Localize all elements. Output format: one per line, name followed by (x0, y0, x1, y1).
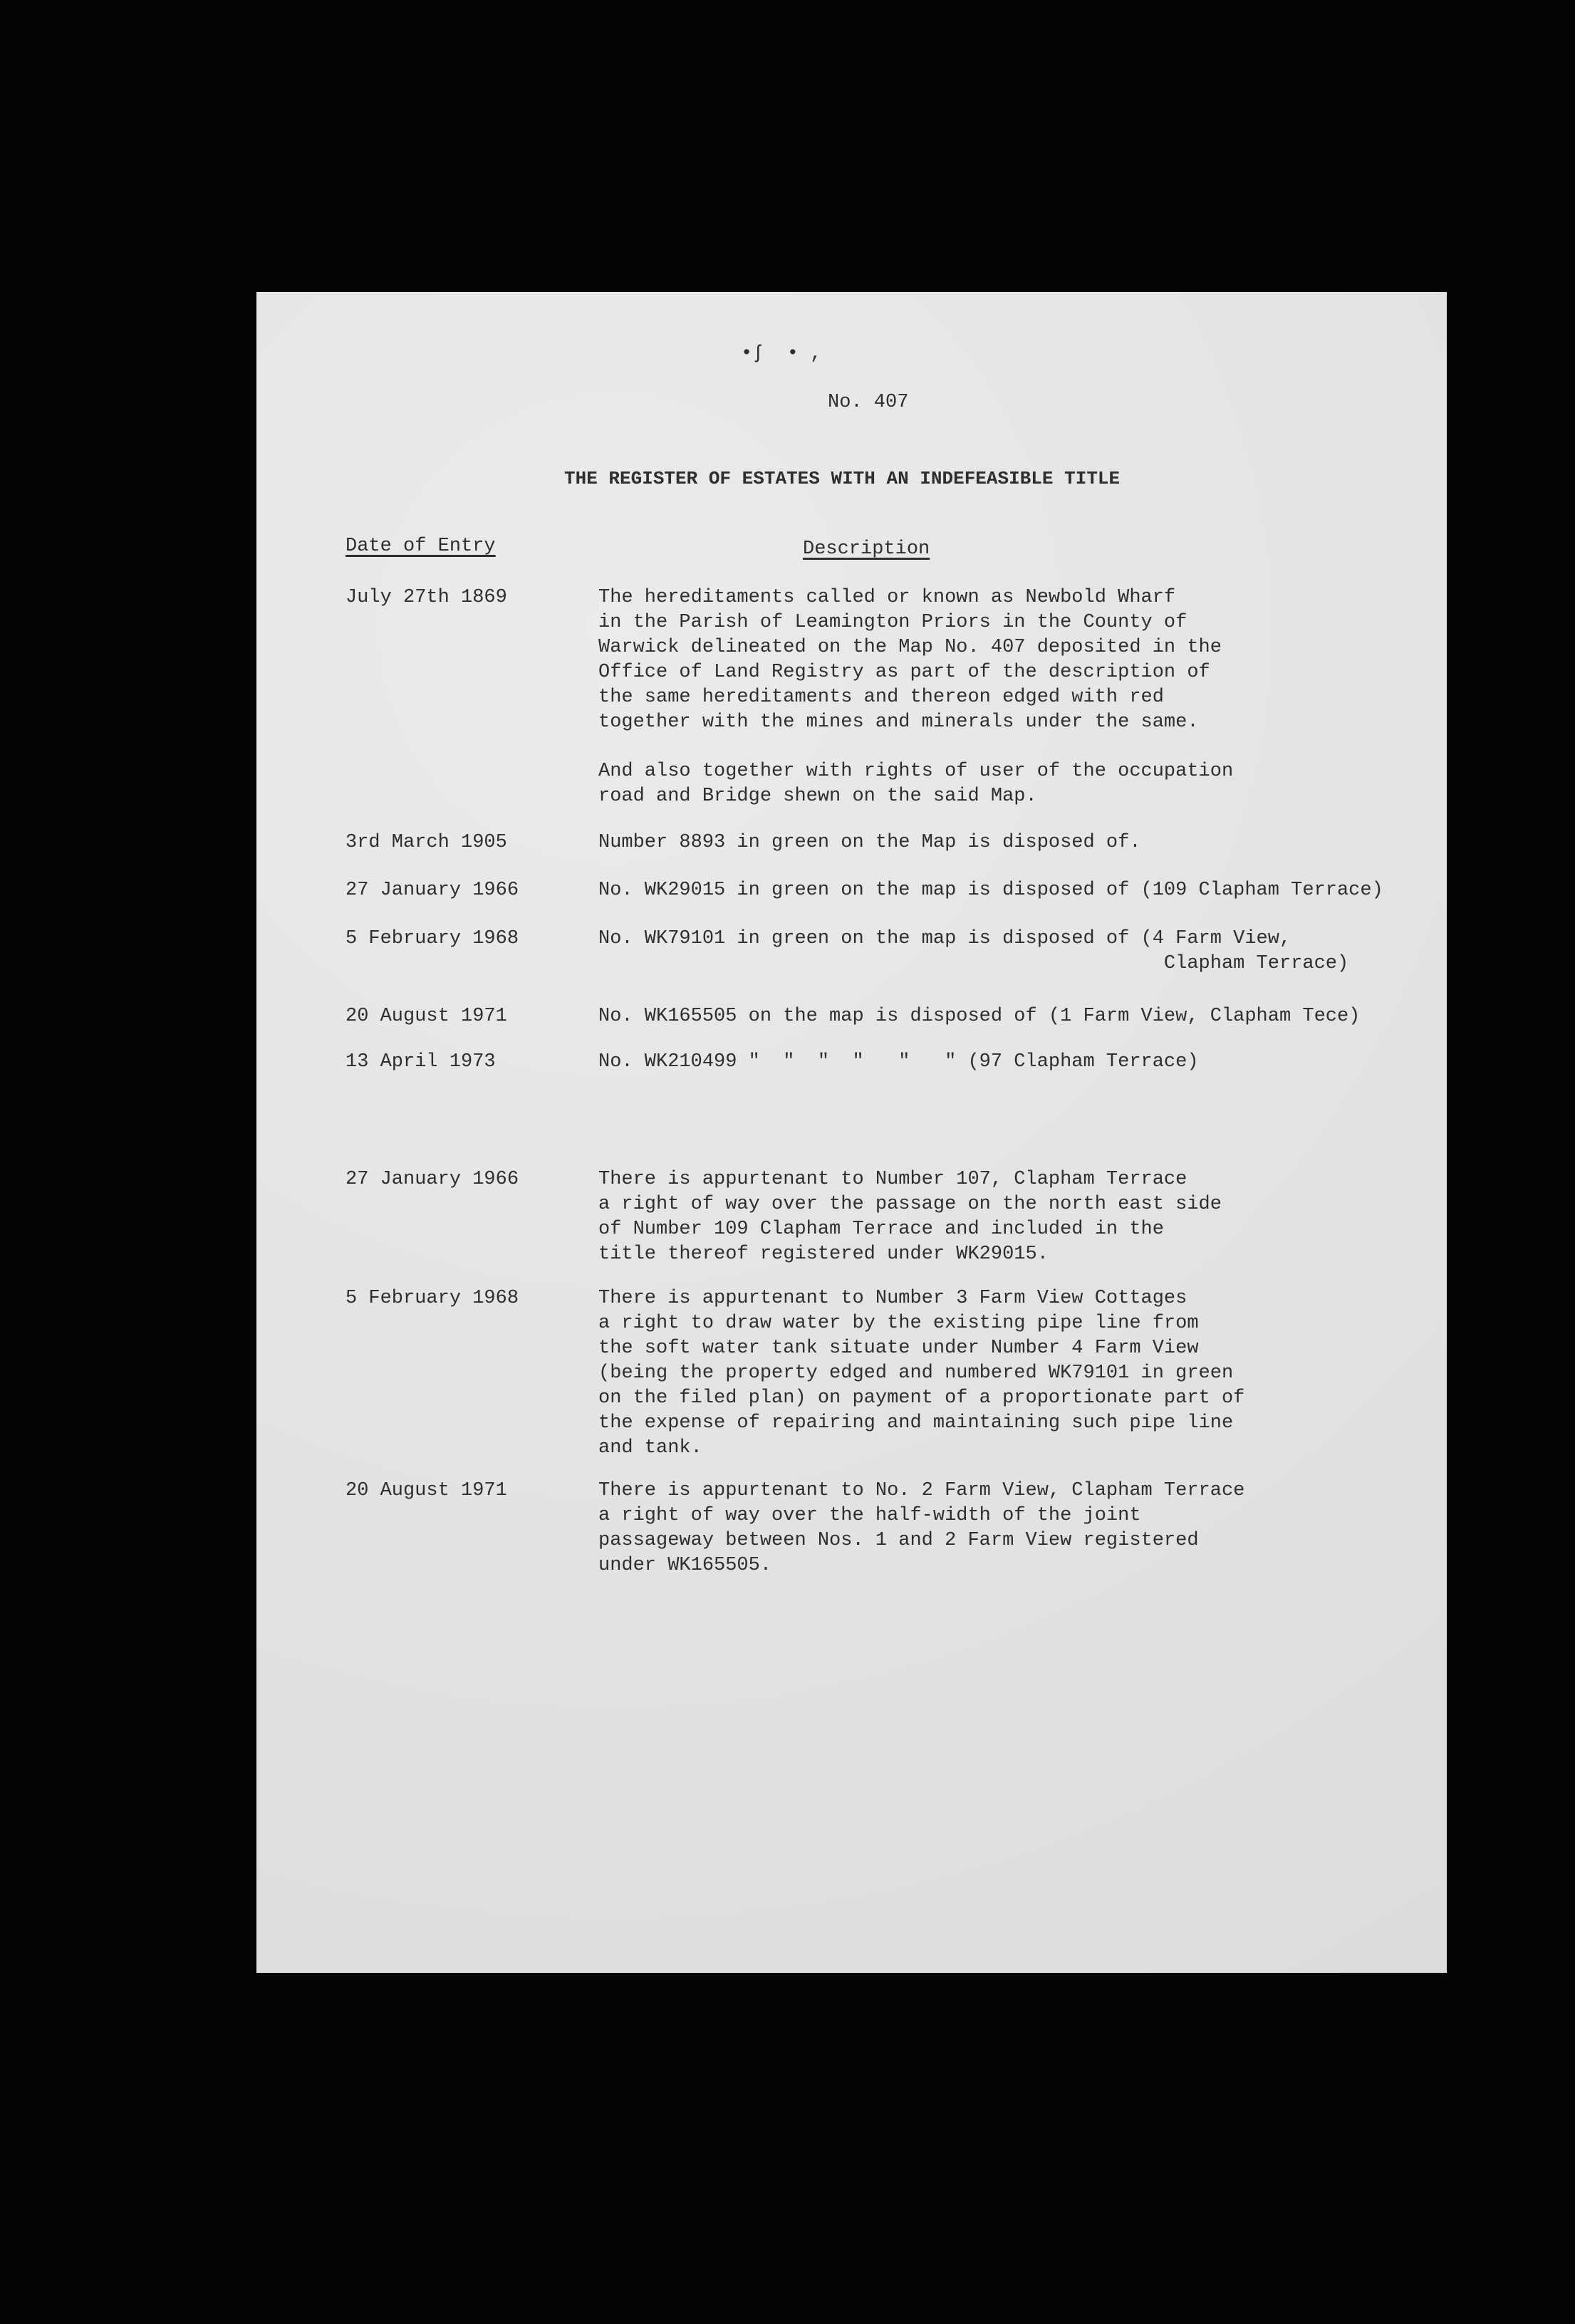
description-line: No. WK29015 in green on the map is disposed of (109 Clapham Terrace) (598, 880, 1383, 901)
description-line: the expense of repairing and maintaining such pipe line (598, 1412, 1234, 1434)
description-line: the soft water tank situate under Number 4 Farm View (598, 1338, 1199, 1359)
entry-date: 3rd March 1905 (345, 832, 507, 853)
description-line: and tank. (598, 1437, 702, 1459)
entry-description (598, 1004, 1360, 1029)
entry-date: 20 August 1971 (345, 1480, 507, 1501)
entry-description (598, 1050, 1199, 1075)
description-line: Warwick delineated on the Map No. 407 deposited in the (598, 637, 1222, 658)
description-line: title thereof registered under WK29015. (598, 1244, 1049, 1265)
description-line: There is appurtenant to Number 107, Clapham Terrace (598, 1169, 1187, 1190)
column-header-description: Description (803, 538, 930, 560)
entry-description (598, 1286, 1244, 1461)
entry-date: 20 August 1971 (345, 1006, 507, 1027)
page-marks: •ʃ • , (741, 343, 822, 365)
entry-description (598, 927, 1348, 976)
entry-date: July 27th 1869 (345, 587, 507, 608)
description-line: the same hereditaments and thereon edged with red (598, 687, 1164, 708)
description-line: a right of way over the half-width of the joint (598, 1505, 1141, 1526)
description-line: passageway between Nos. 1 and 2 Farm View registered (598, 1530, 1199, 1551)
description-line: of Number 109 Clapham Terrace and included in the (598, 1219, 1164, 1240)
description-line: Office of Land Registry as part of the description of (598, 662, 1210, 683)
description-line: No. WK210499 " " " " " " (97 Clapham Terrace) (598, 1051, 1199, 1073)
description-line: a right to draw water by the existing pipe line from (598, 1313, 1199, 1334)
entry-date: 13 April 1973 (345, 1051, 496, 1073)
description-line: There is appurtenant to Number 3 Farm View Cottages (598, 1288, 1187, 1309)
description-line: on the filed plan) on payment of a proportionate part of (598, 1387, 1245, 1409)
entry-description (598, 1479, 1244, 1578)
description-line: The hereditaments called or known as Newbold Wharf (598, 587, 1176, 608)
description-line: Clapham Terrace) (598, 953, 1349, 974)
description-line: in the Parish of Leamington Priors in the County of (598, 612, 1187, 633)
entry-description (598, 759, 1233, 809)
entry-date: 5 February 1968 (345, 928, 519, 949)
entry-date: 27 January 1966 (345, 880, 519, 901)
register-page (256, 292, 1447, 1973)
entry-description (598, 585, 1222, 735)
register-number: No. 407 (828, 392, 909, 413)
description-line: No. WK79101 in green on the map is disposed of (4 Farm View, (598, 928, 1291, 949)
page-title: THE REGISTER OF ESTATES WITH AN INDEFEASIBLE TITLE (564, 468, 1121, 489)
description-line: No. WK165505 on the map is disposed of (1 Farm View, Clapham Tece) (598, 1006, 1361, 1027)
description-line: road and Bridge shewn on the said Map. (598, 786, 1037, 807)
description-line: together with the mines and minerals under the same. (598, 712, 1199, 733)
entry-date: 27 January 1966 (345, 1169, 519, 1190)
entry-description (598, 830, 1141, 855)
description-line: There is appurtenant to No. 2 Farm View, Clapham Terrace (598, 1480, 1245, 1501)
entry-description (598, 878, 1383, 903)
description-line: a right of way over the passage on the north east side (598, 1194, 1222, 1215)
entry-description (598, 1167, 1222, 1267)
description-line: Number 8893 in green on the Map is disposed of. (598, 832, 1141, 853)
description-line: (being the property edged and numbered WK79101 in green (598, 1362, 1234, 1384)
description-line: And also together with rights of user of the occupation (598, 761, 1234, 782)
entry-date: 5 February 1968 (345, 1288, 519, 1309)
description-line: under WK165505. (598, 1555, 772, 1576)
column-header-date: Date of Entry (345, 536, 496, 557)
